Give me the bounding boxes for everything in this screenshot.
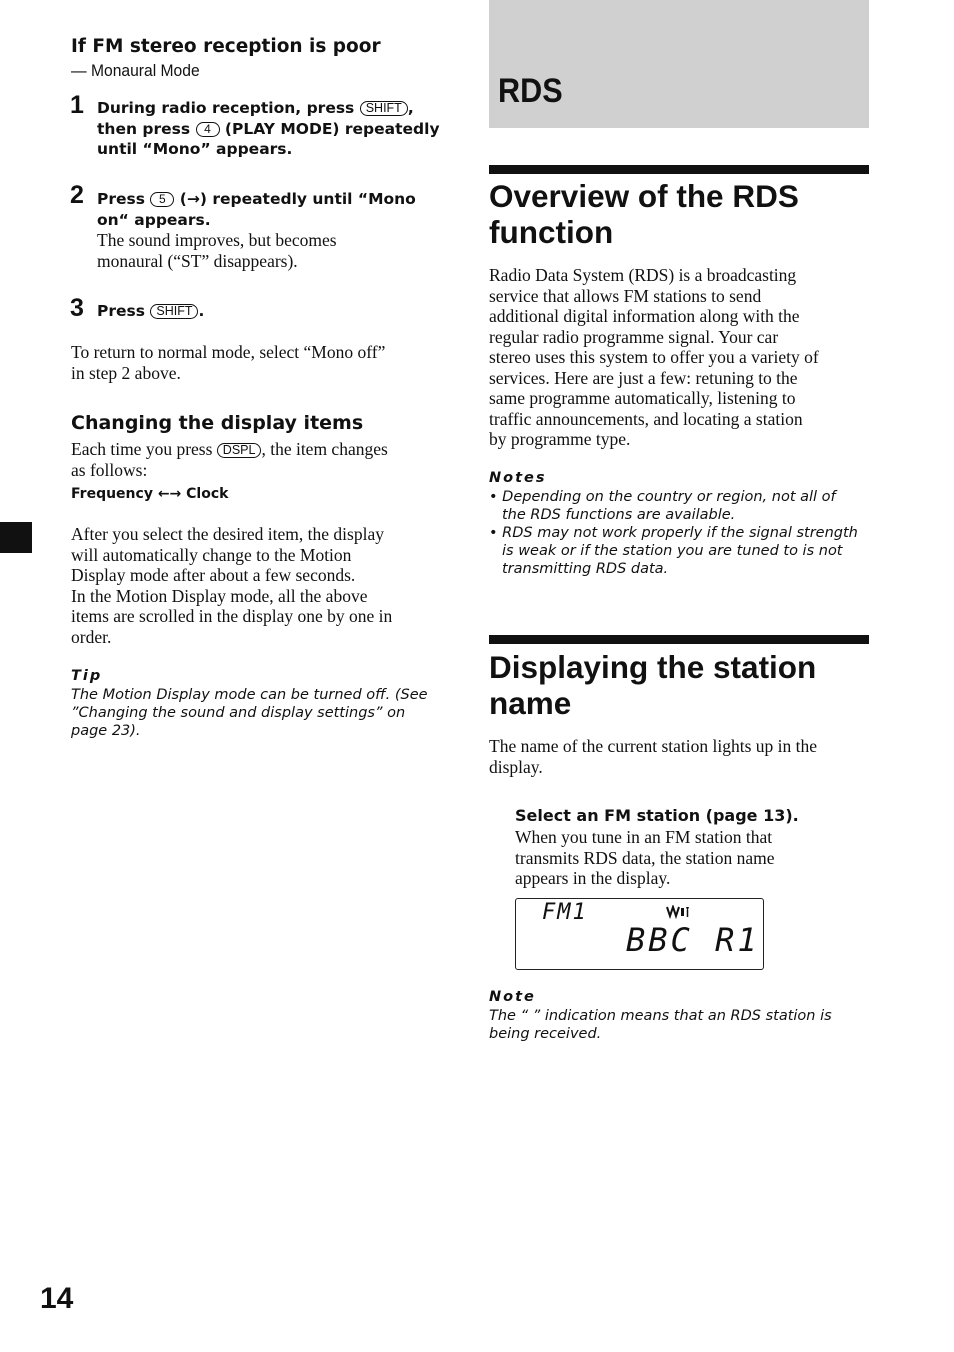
tip-line1: The Motion Display mode can be turned off. (See bbox=[71, 687, 428, 703]
after-line2: will automatically change to the Motion bbox=[71, 544, 352, 565]
tip-line2: ”Changing the sound and display settings” on bbox=[71, 705, 406, 721]
tip-title: Tip bbox=[71, 668, 103, 684]
station-rule bbox=[489, 635, 869, 644]
note-2-line3: transmitting RDS data. bbox=[502, 561, 669, 577]
after-line3: Display mode after about a few seconds. bbox=[71, 565, 356, 585]
step-1-line2-end: (PLAY MODE) repeatedly bbox=[224, 119, 440, 138]
step-1-line1: During radio reception, press bbox=[97, 99, 355, 117]
select-desc-line1: When you tune in an FM station that bbox=[515, 827, 773, 847]
press-word: Press bbox=[97, 302, 145, 320]
dspl-key: DSPL bbox=[217, 443, 262, 458]
select-fm-step: Select an FM station (page 13). bbox=[515, 806, 799, 825]
period: . bbox=[198, 302, 205, 320]
note-text bbox=[489, 1007, 874, 1043]
step-number-1: 1 bbox=[70, 91, 84, 119]
select-fm-description bbox=[515, 827, 775, 889]
step-2-desc-line2: monaural (“ST” disappears). bbox=[97, 250, 298, 271]
step-number-2: 2 bbox=[70, 181, 84, 209]
note-2-line1: • RDS may not work properly if the signal strength bbox=[489, 525, 858, 541]
overview-line: by programme type. bbox=[489, 429, 631, 449]
step-2-text bbox=[97, 189, 457, 230]
select-desc-line3: appears in the display. bbox=[515, 868, 671, 888]
display-cycle: Frequency ←→ Clock bbox=[71, 486, 229, 502]
monaural-mode-subheading: — Monaural Mode bbox=[71, 61, 200, 80]
after-line1: After you select the desired item, the display bbox=[71, 524, 384, 544]
step-1-line3: until “Mono” appears. bbox=[97, 140, 293, 158]
step-2-line2: on“ appears. bbox=[97, 210, 211, 229]
lcd-band-indicator: FM1 bbox=[542, 900, 588, 925]
overview-rule bbox=[489, 165, 869, 174]
select-desc-line2: transmits RDS data, the station name bbox=[515, 847, 775, 868]
station-heading-line2: name bbox=[489, 685, 572, 721]
section-tab-marker bbox=[0, 522, 32, 553]
notes-list bbox=[489, 488, 874, 578]
tip-line3: page 23). bbox=[71, 723, 141, 739]
overview-heading-line1: Overview of the RDS bbox=[489, 178, 799, 214]
note-line2: being received. bbox=[489, 1026, 602, 1042]
each-time-line2: as follows: bbox=[71, 459, 148, 480]
notes-title: Notes bbox=[489, 470, 547, 486]
overview-line: same programme automatically, listening to bbox=[489, 388, 796, 408]
note-1-line1: • Depending on the country or region, not all of bbox=[489, 489, 836, 505]
comma: , bbox=[407, 99, 414, 117]
overview-line: services. Here are just a few: retuning to the bbox=[489, 367, 798, 388]
each-time-text bbox=[71, 439, 451, 480]
station-body-line1: The name of the current station lights up in the bbox=[489, 736, 818, 756]
each-time-line1: Each time you press bbox=[71, 439, 213, 459]
after-line4: In the Motion Display mode, all the above bbox=[71, 585, 368, 606]
overview-line: traffic announcements, and locating a station bbox=[489, 408, 803, 429]
return-line2: in step 2 above. bbox=[71, 362, 181, 383]
overview-line: stereo uses this system to offer you a variety of bbox=[489, 347, 819, 367]
station-heading bbox=[489, 649, 869, 721]
overview-body bbox=[489, 265, 874, 450]
fm-reception-heading: If FM stereo reception is poor bbox=[71, 36, 381, 57]
key-4: 4 bbox=[196, 122, 220, 137]
overview-heading-line2: function bbox=[489, 214, 614, 250]
overview-heading bbox=[489, 178, 869, 250]
note-1-line2: the RDS functions are available. bbox=[502, 507, 736, 523]
step-2-description bbox=[97, 230, 337, 271]
shift-key: SHIFT bbox=[360, 101, 408, 116]
station-heading-line1: Displaying the station bbox=[489, 649, 817, 685]
changing-display-heading: Changing the display items bbox=[71, 412, 364, 434]
station-body bbox=[489, 736, 874, 777]
rds-section-title: RDS bbox=[498, 72, 563, 110]
rds-signal-icon bbox=[666, 905, 692, 919]
note-title: Note bbox=[489, 989, 536, 1005]
overview-line: service that allows FM stations to send bbox=[489, 285, 762, 306]
shift-key: SHIFT bbox=[150, 304, 198, 319]
press-word: Press bbox=[97, 190, 145, 208]
note-line1: The “ ” indication means that an RDS station is bbox=[489, 1008, 832, 1024]
step-1-text bbox=[97, 98, 457, 160]
step-number-3: 3 bbox=[70, 294, 84, 322]
tip-text bbox=[71, 686, 428, 740]
step-2-line1: (→) repeatedly until “Mono bbox=[179, 190, 416, 208]
overview-line: additional digital information along with the bbox=[489, 306, 800, 326]
station-body-line2: display. bbox=[489, 756, 543, 777]
lcd-station-name: BBC R1 bbox=[626, 921, 760, 959]
each-time-line1-end: , the item changes bbox=[261, 439, 388, 459]
after-select-text bbox=[71, 524, 392, 647]
after-line5: items are scrolled in the display one by one in bbox=[71, 606, 393, 626]
page-number: 14 bbox=[40, 1282, 74, 1315]
key-5: 5 bbox=[150, 192, 174, 207]
step-3-text bbox=[97, 301, 204, 322]
overview-line: Radio Data System (RDS) is a broadcasting bbox=[489, 265, 797, 285]
lcd-display-illustration bbox=[515, 898, 764, 970]
step-2-desc-line1: The sound improves, but becomes bbox=[97, 230, 337, 250]
return-line1: To return to normal mode, select “Mono off” bbox=[71, 342, 386, 362]
note-2-line2: is weak or if the station you are tuned to is not bbox=[502, 543, 843, 559]
step-1-line2: then press bbox=[97, 119, 191, 138]
after-line6: order. bbox=[71, 626, 112, 647]
return-normal-text bbox=[71, 342, 385, 383]
overview-line: regular radio programme signal. Your car bbox=[489, 326, 779, 347]
